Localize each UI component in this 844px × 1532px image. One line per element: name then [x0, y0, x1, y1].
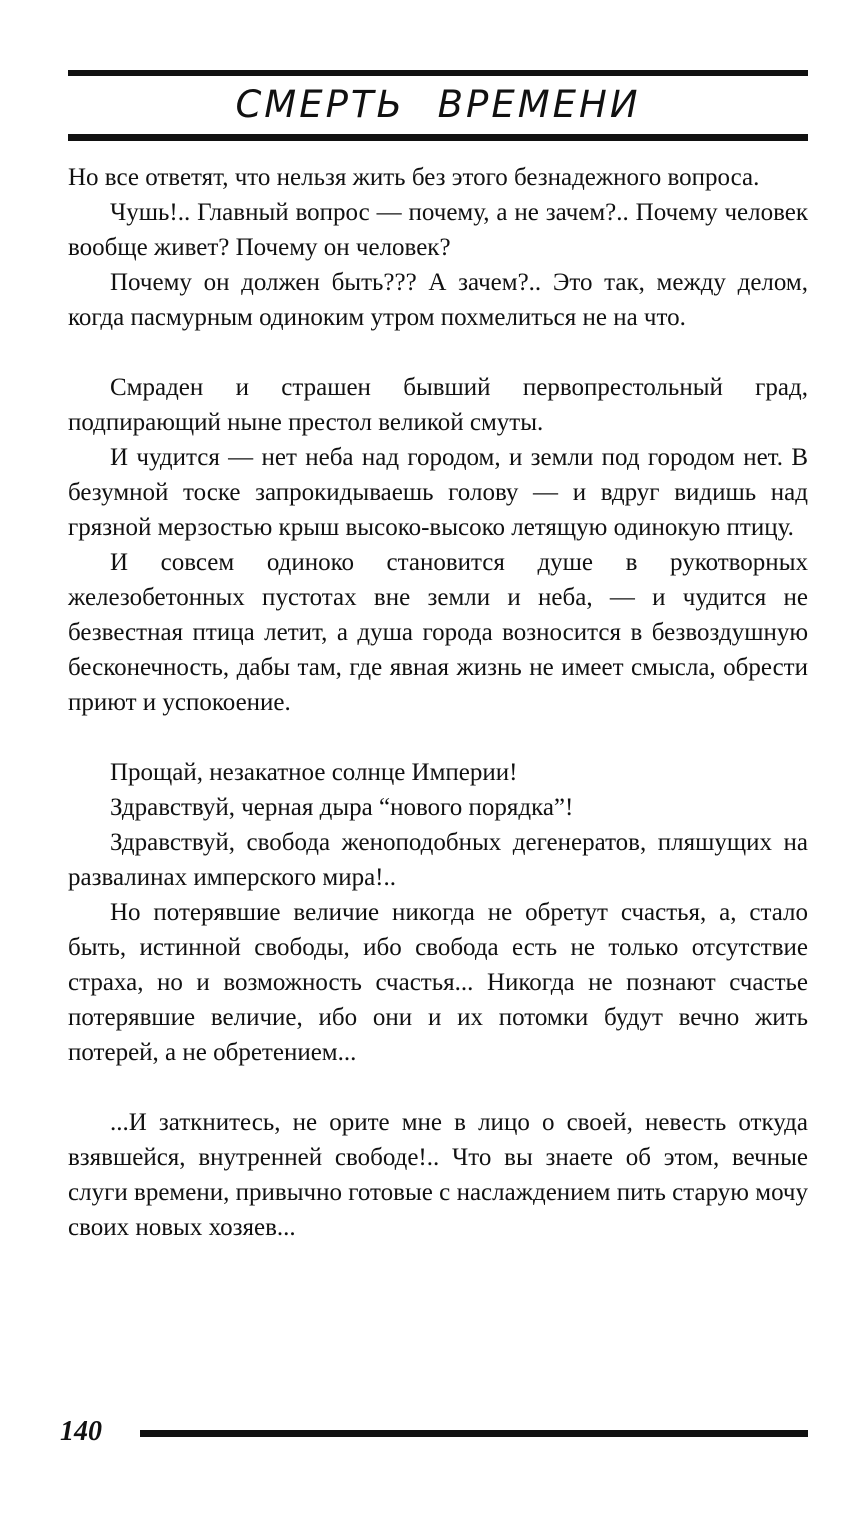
- header-top-rule: [68, 70, 808, 76]
- paragraph: Чушь!.. Главный вопрос — почему, а не зачем?.. Почему человек вообще живет? Почему он человек?: [68, 199, 808, 261]
- paragraph: Почему он должен быть??? А зачем?.. Это так, между делом, когда пасмурным одиноким утром похмелиться не на что.: [68, 269, 808, 331]
- paragraph: ...И заткнитесь, не орите мне в лицо о своей, невесть откуда взявшейся, внутренней свободе!.. Что вы знаете об этом, вечные слуги времени, привычно готовые с наслаждением пить старую мочу своих новых хозяев...: [68, 1109, 808, 1241]
- paragraph: Но потерявшие величие никогда не обретут счастья, а, стало быть, истинной свободы, ибо свобода есть не только отсутствие страха, но и возможность счастья... Никогда не познают счастье потерявшие величие, ибо они и их потомки будут вечно жить потерей, а не обретением...: [68, 899, 808, 1066]
- paragraph: Смраден и страшен бывший первопрестольный град, подпирающий ныне престол великой смуты.: [68, 374, 808, 436]
- header-bottom-rule: [68, 134, 808, 141]
- section-break: [68, 1070, 808, 1105]
- section-break: [68, 720, 808, 755]
- section-break: [68, 335, 808, 370]
- paragraph: Прощай, незакатное солнце Империи!: [110, 759, 518, 786]
- footer-rule: [140, 1430, 808, 1437]
- page-footer: [60, 1412, 808, 1452]
- paragraph: Здравствуй, свобода женоподобных дегенератов, пляшущих на развалинах имперского мира!..: [68, 829, 808, 891]
- paragraph: Здравствуй, черная дыра “нового порядка”!: [110, 794, 574, 821]
- running-header-title: СМЕРТЬ ВРЕМЕНИ: [235, 83, 641, 126]
- page-number: 140: [60, 1416, 102, 1447]
- paragraph: И чудится — нет неба над городом, и земли под городом нет. В безумной тоске запрокидываешь голову — и вдруг видишь над грязной мерзостью крыш высоко-высоко летящую одинокую птицу.: [68, 444, 808, 541]
- paragraph: И совсем одиноко становится душе в рукотворных железобетонных пустотах вне земли и неба, — и чудится не безвестная птица летит, а душа города возносится в безвоздушную бесконечность, дабы там, где явная жизнь не имеет смысла, обрести приют и успокоение.: [68, 549, 808, 716]
- body-text: [68, 160, 808, 1245]
- paragraph: Но все ответят, что нельзя жить без этого безнадежного вопроса.: [68, 164, 760, 191]
